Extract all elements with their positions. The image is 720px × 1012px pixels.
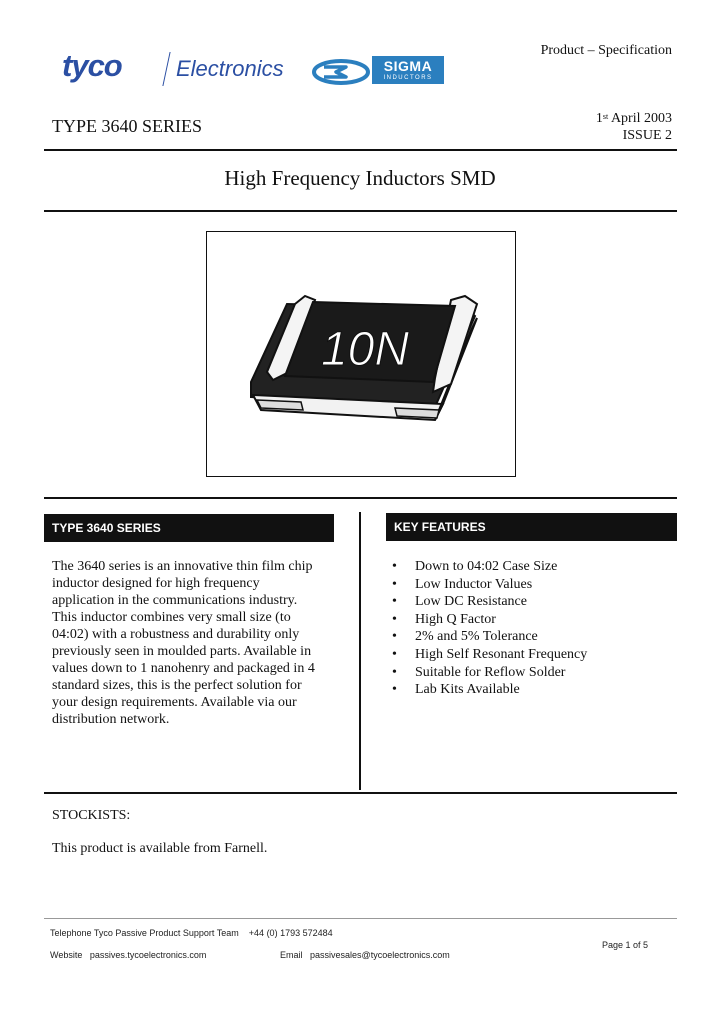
description-line: inductor designed for high frequency [52, 576, 260, 591]
series-description [52, 558, 334, 728]
issue-date: 1st April 2003 [595, 111, 672, 126]
key-features-heading: KEY FEATURES [386, 513, 677, 541]
footer-email [280, 950, 450, 960]
electronics-logo-text: Electronics [176, 56, 284, 81]
feature-item: • Down to 04:02 Case Size [388, 558, 587, 576]
email-link[interactable]: passivesales@tycoelectronics.com [310, 950, 450, 960]
description-line: The 3640 series is an innovative thin film chip [52, 559, 313, 574]
feature-item: • Low Inductor Values [388, 576, 587, 594]
page-title: High Frequency Inductors SMD [224, 166, 496, 190]
description-line: This inductor combines very small size (to [52, 610, 291, 625]
phone-number: +44 (0) 1793 572484 [248, 928, 333, 938]
logo-divider [162, 52, 170, 86]
header-rule [44, 149, 677, 151]
title-rule [44, 210, 677, 212]
footer-website [50, 950, 206, 960]
document-type: Product – Specification [540, 43, 672, 58]
description-line: previously seen in moulded parts. Available in [52, 644, 312, 659]
series-heading: TYPE 3640 SERIES [52, 116, 203, 136]
description-line: 04:02) with a robustness and durability only [52, 627, 300, 642]
footer-phone [50, 928, 333, 938]
sigma-swoosh-icon [312, 58, 370, 86]
website-link[interactable]: passives.tycoelectronics.com [89, 950, 207, 960]
email-label: Email [280, 950, 303, 960]
feature-item: • High Q Factor [388, 611, 587, 629]
issue-number: ISSUE 2 [622, 128, 672, 143]
page-number: Page 1 of 5 [601, 940, 648, 950]
feature-item: • 2% and 5% Tolerance [388, 628, 587, 646]
key-features-list [388, 558, 587, 699]
inductor-marking: 10N [320, 323, 410, 376]
phone-label: Telephone Tyco Passive Product Support Team [50, 928, 239, 938]
stockists-rule [44, 792, 677, 794]
product-image-frame [206, 231, 516, 477]
tyco-logo: tyco [62, 48, 122, 83]
sigma-logo-text: SIGMA [383, 58, 433, 74]
stockists-heading: STOCKISTS: [52, 808, 131, 823]
series-section-heading: TYPE 3640 SERIES [44, 514, 334, 542]
sigma-logo-subtext: INDUCTORS [383, 75, 433, 81]
description-line: application in the communications industry. [52, 593, 298, 608]
feature-item: • Lab Kits Available [388, 681, 587, 699]
sigma-inductors-logo [372, 56, 444, 84]
footer-rule [44, 918, 677, 919]
description-line: standard sizes, this is the perfect solution for [52, 678, 302, 693]
description-line: your design requirements. Available via our [52, 695, 297, 710]
feature-item: • Low DC Resistance [388, 593, 587, 611]
smd-inductor-illustration [207, 232, 515, 476]
description-line: values down to 1 nanohenry and packaged in 4 [52, 661, 315, 676]
issue-date-block [596, 110, 672, 144]
website-label: Website [50, 950, 83, 960]
feature-item: • Suitable for Reflow Solder [388, 664, 587, 682]
description-line: distribution network. [52, 712, 170, 727]
section-rule [44, 497, 677, 499]
feature-item: • High Self Resonant Frequency [388, 646, 587, 664]
column-divider [359, 512, 361, 790]
stockists-text: This product is available from Farnell. [52, 841, 268, 856]
